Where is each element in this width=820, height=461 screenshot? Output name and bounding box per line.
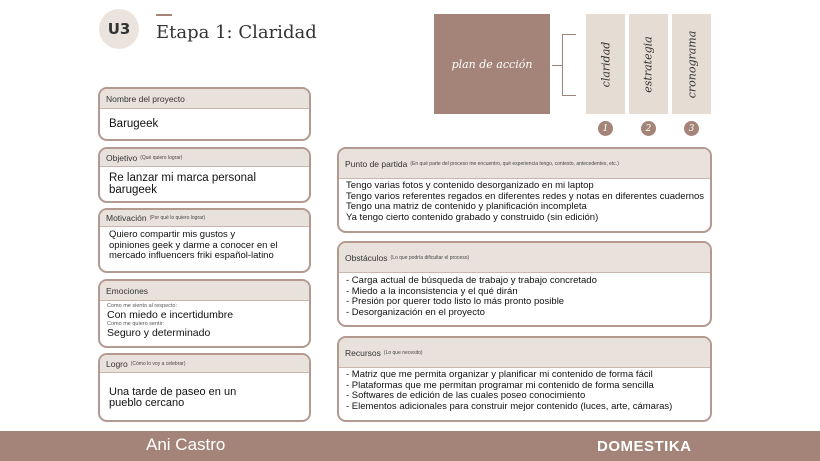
title-accent-line bbox=[156, 14, 172, 16]
card-header bbox=[339, 149, 710, 179]
text-line: - Desorganización en el proyecto bbox=[346, 306, 485, 318]
answer-text: Con miedo e incertidumbre bbox=[107, 309, 234, 321]
unit-badge: U3 bbox=[99, 9, 139, 49]
project-name: Barugeek bbox=[109, 118, 159, 130]
stage-label: cronograma bbox=[685, 30, 699, 98]
card-body bbox=[100, 109, 309, 134]
stage-cronograma bbox=[672, 14, 711, 114]
text-line: - Presión por querer todo listo lo más pronto posible bbox=[346, 296, 565, 307]
card-motivacion bbox=[98, 208, 311, 273]
card-body bbox=[100, 227, 309, 265]
card-label: Recursos bbox=[345, 347, 381, 358]
card-body bbox=[339, 368, 710, 414]
plan-box bbox=[434, 14, 550, 114]
text-line: - Plataformas que me permitan programar mi contenido de forma sencilla bbox=[346, 379, 654, 391]
card-header bbox=[339, 243, 710, 273]
bracket-stem bbox=[552, 65, 562, 66]
text-line: pueblo cercano bbox=[109, 396, 185, 409]
text-line: opiniones geek y darme a conocer en el bbox=[109, 239, 278, 251]
text-line: barugeek bbox=[109, 184, 157, 196]
card-recursos bbox=[337, 336, 712, 422]
card-label: Punto de partida bbox=[345, 158, 408, 169]
card-hint: (Lo que necesito) bbox=[383, 349, 423, 356]
text-line: Una tarde de paseo en un bbox=[109, 386, 237, 398]
card-obstaculos bbox=[337, 241, 712, 327]
page-title: Etapa 1: Claridad bbox=[156, 22, 317, 43]
footer-bar bbox=[0, 431, 820, 461]
plan-label: plan de acción bbox=[451, 57, 533, 71]
domestika-logo: DOMESTIKA bbox=[597, 438, 692, 455]
card-hint: (Qué quiero lograr) bbox=[140, 154, 183, 161]
card-header bbox=[100, 89, 309, 109]
stage-claridad bbox=[586, 14, 625, 114]
card-body bbox=[339, 179, 710, 225]
stage-label: claridad bbox=[599, 41, 612, 87]
text-line: - Elementos adicionales para construir mejor contenido (luces, arte, cámaras) bbox=[346, 400, 673, 412]
card-label: Obstáculos bbox=[345, 252, 388, 263]
text-line: - Matriz que me permita organizar y planificar mi contenido de forma fácil bbox=[346, 369, 653, 380]
card-emociones bbox=[98, 279, 311, 348]
card-label: Emociones bbox=[106, 285, 149, 296]
stage-number: 1 bbox=[598, 121, 613, 136]
text-line: - Miedo a la inconsistencia y el qué dirán bbox=[346, 285, 518, 297]
card-label: Logro bbox=[106, 358, 128, 369]
card-logro bbox=[98, 353, 311, 422]
text-line: mercado influencers friki español-latino bbox=[109, 250, 274, 261]
card-label: Objetivo bbox=[106, 152, 138, 163]
card-body bbox=[100, 301, 309, 341]
card-hint: (Lo que podría dificultar el proceso) bbox=[390, 254, 470, 261]
action-plan-diagram bbox=[434, 14, 714, 138]
card-hint: (Cómo lo voy a celebrar) bbox=[130, 360, 186, 367]
card-hint: (Por qué lo quiero lograr) bbox=[149, 215, 206, 221]
text-line: - Carga actual de búsqueda de trabajo y trabajo concretado bbox=[346, 275, 597, 286]
question-hint: Como me siento al respecto: bbox=[107, 303, 178, 309]
card-header bbox=[100, 210, 309, 227]
stage-label: estrategia bbox=[642, 35, 656, 93]
answer-text: Seguro y determinado bbox=[107, 327, 211, 339]
card-punto-de-partida bbox=[337, 147, 712, 233]
card-objetivo bbox=[98, 147, 311, 203]
text-line: Ya tengo cierto contenido grabado y construido (sin edición) bbox=[346, 211, 599, 223]
text-line: Tengo una matriz de contenido y planificación incompleta bbox=[346, 201, 587, 212]
bracket bbox=[562, 34, 576, 96]
card-label: Motivación bbox=[106, 213, 147, 223]
stage-number: 3 bbox=[684, 121, 699, 136]
card-body bbox=[339, 273, 710, 321]
stage-estrategia bbox=[629, 14, 668, 114]
text-line: Quiero compartir mis gustos y bbox=[109, 229, 236, 240]
card-header bbox=[100, 149, 309, 167]
text-line: Re lanzar mi marca personal bbox=[109, 172, 257, 184]
stage-number: 2 bbox=[641, 121, 656, 136]
card-header bbox=[100, 355, 309, 373]
text-line: Tengo varias fotos y contenido desorganizado en mi laptop bbox=[346, 180, 594, 191]
card-body bbox=[100, 373, 309, 412]
card-nombre bbox=[98, 87, 311, 141]
card-header bbox=[339, 338, 710, 368]
card-hint: (En qué parte del proceso me encuentro, qué experiencia tengo, contexto, antecedentes, etc.) bbox=[410, 160, 619, 167]
card-body bbox=[100, 167, 309, 200]
question-hint: Como me quiero sentir: bbox=[107, 321, 165, 327]
text-line: Tengo varios referentes regados en diferentes redes y notas en diferentes cuadernos bbox=[346, 190, 705, 202]
author-name: Ani Castro bbox=[146, 435, 226, 454]
text-line: - Softwares de edición de las cuales poseo conocimiento bbox=[346, 390, 586, 401]
card-header bbox=[100, 281, 309, 301]
card-label: Nombre del proyecto bbox=[106, 93, 185, 104]
